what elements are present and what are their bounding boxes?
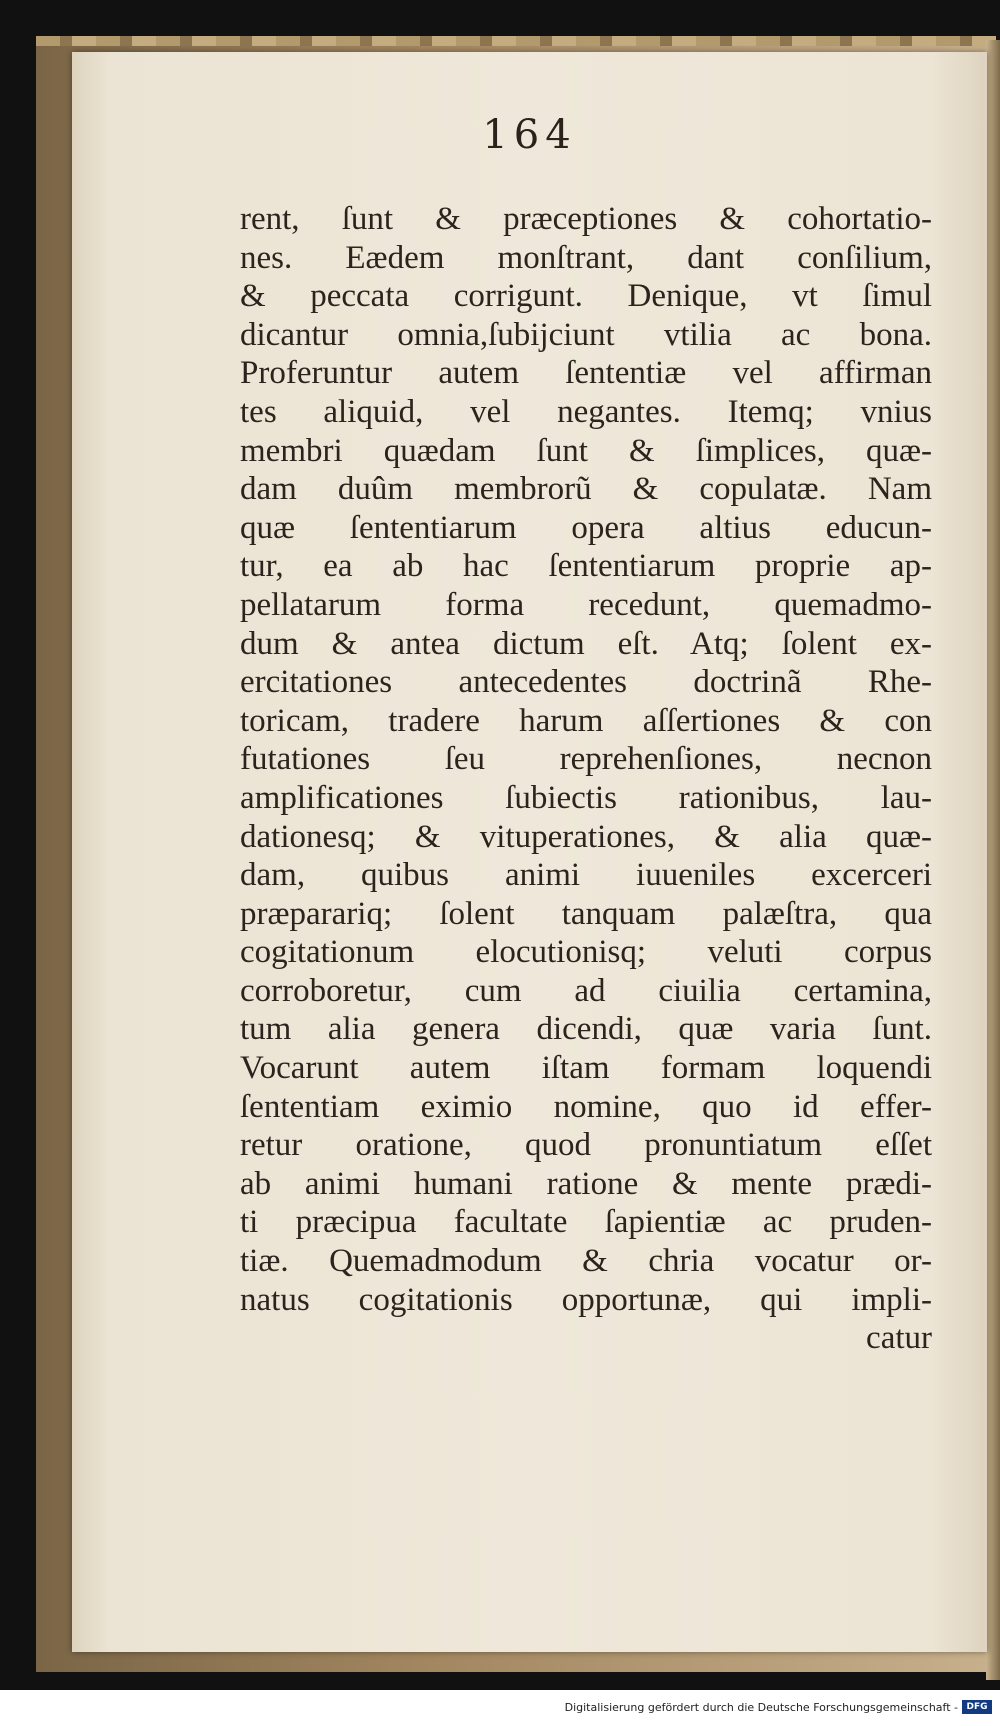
text-line: dam duûm membrorũ & copulatæ. Nam — [240, 471, 932, 508]
text-line: tur, ea ab hac ſententiarum proprie ap- — [240, 548, 932, 585]
text-line: pellatarum forma recedunt, quemadmo- — [240, 586, 932, 623]
text-line: cogitationum elocutionisq; veluti corpus — [240, 934, 932, 971]
text-line: ercitationes antecedentes doctrinã Rhe- — [240, 664, 932, 701]
text-line: & peccata corrigunt. Denique, vt ſimul — [240, 278, 932, 315]
footer-credit: Digitalisierung gefördert durch die Deutsche Forschungsgemeinschaft - — [564, 1701, 958, 1714]
text-line: amplificationes ſubiectis rationibus, lau- — [240, 779, 932, 816]
text-line: futationes ſeu reprehenſiones, necnon — [240, 741, 932, 778]
text-line: præparariq; ſolent tanquam palæſtra, qua — [240, 895, 932, 932]
catchword: catur — [866, 1320, 932, 1357]
text-line: dam, quibus animi iuueniles excerceri — [240, 857, 932, 894]
text-line: quæ ſententiarum opera altius educun- — [240, 509, 932, 546]
text-line: retur oratione, quod pronuntiatum eſſet — [240, 1127, 932, 1164]
text-line: ſententiam eximio nomine, quo id effer- — [240, 1088, 932, 1125]
text-line: rent, ſunt & præceptiones & cohortatio- — [240, 201, 932, 237]
page-text — [240, 200, 932, 1358]
book-page — [72, 52, 987, 1652]
text-line: dicantur omnia,ſubijciunt vtilia ac bona. — [240, 316, 932, 353]
text-line: ti præcipua facultate ſapientiæ ac pruden- — [240, 1204, 932, 1241]
text-line: membri quædam ſunt & ſimplices, quæ- — [240, 432, 932, 469]
text-line: Proferuntur autem ſententiæ vel affirman — [240, 355, 932, 392]
text-line: natus cogitationis opportunæ, qui impli- — [240, 1281, 932, 1318]
text-line: dationesq; & vituperationes, & alia quæ- — [240, 818, 932, 855]
text-line: corroboretur, cum ad ciuilia certamina, — [240, 972, 932, 1009]
text-line: nes. Eædem monſtrant, dant conſilium, — [240, 239, 932, 276]
text-line: dum & antea dictum eſt. Atq; ſolent ex- — [240, 625, 932, 662]
page-number: 164 — [482, 112, 577, 158]
footer-bar — [0, 1690, 1000, 1726]
dfg-logo: DFG — [962, 1700, 992, 1714]
text-line: ab animi humani ratione & mente prædi- — [240, 1165, 932, 1202]
text-line: toricam, tradere harum aſſertiones & con — [240, 702, 932, 739]
book-top-edge — [36, 36, 996, 46]
text-line: Vocarunt autem iſtam formam loquendi — [240, 1050, 932, 1087]
text-line: tum alia genera dicendi, quæ varia ſunt. — [240, 1011, 932, 1048]
text-line: tiæ. Quemadmodum & chria vocatur or- — [240, 1243, 932, 1280]
text-line: tes aliquid, vel negantes. Itemq; vnius — [240, 393, 932, 430]
book-right-edge — [986, 40, 1000, 1680]
